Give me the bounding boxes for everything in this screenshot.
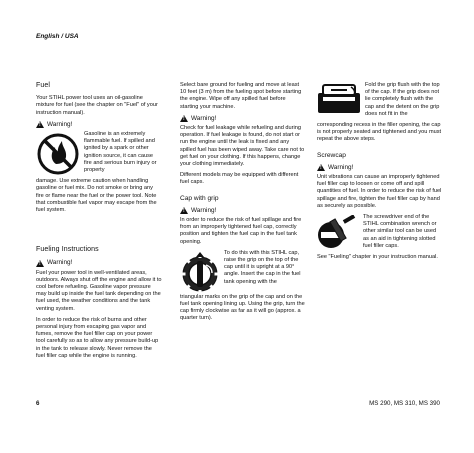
- page-number: 6: [36, 400, 40, 407]
- warning-leakage: [180, 115, 305, 122]
- fueling-para-2: In order to reduce the risk of burns and other personal injury from escaping gas vapor and fumes, remove the fuel filler cap on your power tool carefully so as to allow any pressure build-up in the tank to release slowly. Never remove the fuel filler cap while the engine is running.: [36, 316, 159, 359]
- screwcap-para-3: See "Fueling" chapter in your instruction manual.: [317, 254, 438, 261]
- cap-grip-para-1: In order to reduce the risk of fuel spillage and fire from an improperly tightened fuel cap, correctly position and tighten the fuel cap in the fuel tank opening.: [180, 217, 302, 245]
- footer-models: MS 290, MS 310, MS 390: [369, 400, 440, 407]
- col2-para-2: Check for fuel leakage while refueling and during operation. If fuel leakage is found, do not start or run the engine until the leak is fixed and any spilled fuel has been wiped away. Take care not to get fuel on your clothing. If this happens, change your clothing immediately.: [180, 125, 305, 168]
- warning-fuel: [36, 121, 162, 128]
- section-title-screwcap: Screwcap: [317, 151, 346, 159]
- warning-label: Warning!: [191, 114, 217, 122]
- col3-para-1-continued: corresponding recess in the filler opening, the cap is not properly seated and tightened and you must repeat the above steps.: [317, 122, 442, 143]
- warning-icon: [36, 121, 44, 128]
- warning-label: Warning!: [191, 206, 217, 214]
- warning-icon: [180, 115, 188, 122]
- column-3: [317, 82, 442, 265]
- cap-grip-para-2-continued: triangular marks on the grip of the cap and on the fuel tank opening lining up. Using the grip, turn the cap firmly clockwise as far as it will go (approx. a quarter turn).: [180, 293, 305, 322]
- fuel-cap-grip-icon: [180, 251, 220, 293]
- fueling-para-1: Fuel your power tool in well-ventilated areas, outdoors. Always shut off the engine and allow it to cool before refueling. Gasoline vapor pressure may build up inside the fuel tank depending on the fuel used, the weather conditions and the tank venting system.: [36, 269, 162, 312]
- warning-label: Warning!: [47, 120, 73, 128]
- no-fire-icon: [36, 132, 80, 176]
- section-title-cap-with-grip: Cap with grip: [180, 194, 219, 202]
- column-2: [180, 82, 305, 327]
- col2-para-3: Different models may be equipped with different fuel caps.: [180, 172, 299, 186]
- column-1: [36, 82, 162, 364]
- warning-cap-grip: [180, 207, 305, 214]
- warning-screwcap: [317, 164, 442, 171]
- page-header-language: English / USA: [36, 33, 79, 40]
- section-title-fueling: Fueling Instructions: [36, 246, 99, 254]
- fuel-warning-text: Gasoline is an extremely flammable fuel. If spilled and ignited by a spark or other ignition source, it can cause fire and serious burn injury or property: [84, 131, 157, 174]
- screwcap-para-2: The screwdriver end of the STIHL combination wrench or other similar tool can be used as an aid in tightening slotted fuel filler caps.: [363, 214, 437, 249]
- warning-icon: [36, 260, 44, 267]
- col3-para-1: Fold the grip flush with the top of the cap. If the grip does not lie completely flush with the cap and the detent on the grip does not fit in the: [365, 82, 440, 117]
- warning-icon: [317, 164, 325, 171]
- cap-grip-para-2: To do this with this STIHL cap, raise the grip on the top of the cap until it is upright at a 90° angle. Insert the cap in the fuel tank opening with the: [224, 249, 301, 285]
- warning-label: Warning!: [47, 259, 73, 267]
- section-title-fuel: Fuel: [36, 82, 51, 89]
- fuel-warning-text-continued: damage. Use extreme caution when handling gasoline or fuel mix. Do not smoke or bring any fire or flame near the fuel or the power tool. Note that combustible fuel vapor may escape from the fuel system.: [36, 178, 157, 214]
- col2-para-1: Select bare ground for fueling and move at least 10 feet (3 m) from the fueling spot before starting the engine. Wipe off any spilled fuel before starting your machine.: [180, 82, 302, 110]
- warning-icon: [180, 207, 188, 214]
- combination-wrench-icon: [317, 215, 359, 251]
- warning-label: Warning!: [328, 163, 354, 171]
- fuel-intro: Your STIHL power tool uses an oil-gasoline mixture for fuel (see the chapter on "Fuel" of your instruction manual).: [36, 95, 158, 116]
- screwcap-para-1: Unit vibrations can cause an improperly tightened fuel filler cap to loosen or come off and spill quantities of fuel. In order to reduce the risk of fuel spillage and fire, tighten the fuel filler cap by hand as securely as possible.: [317, 174, 442, 209]
- fold-grip-icon: [317, 83, 361, 115]
- warning-fueling: [36, 259, 162, 266]
